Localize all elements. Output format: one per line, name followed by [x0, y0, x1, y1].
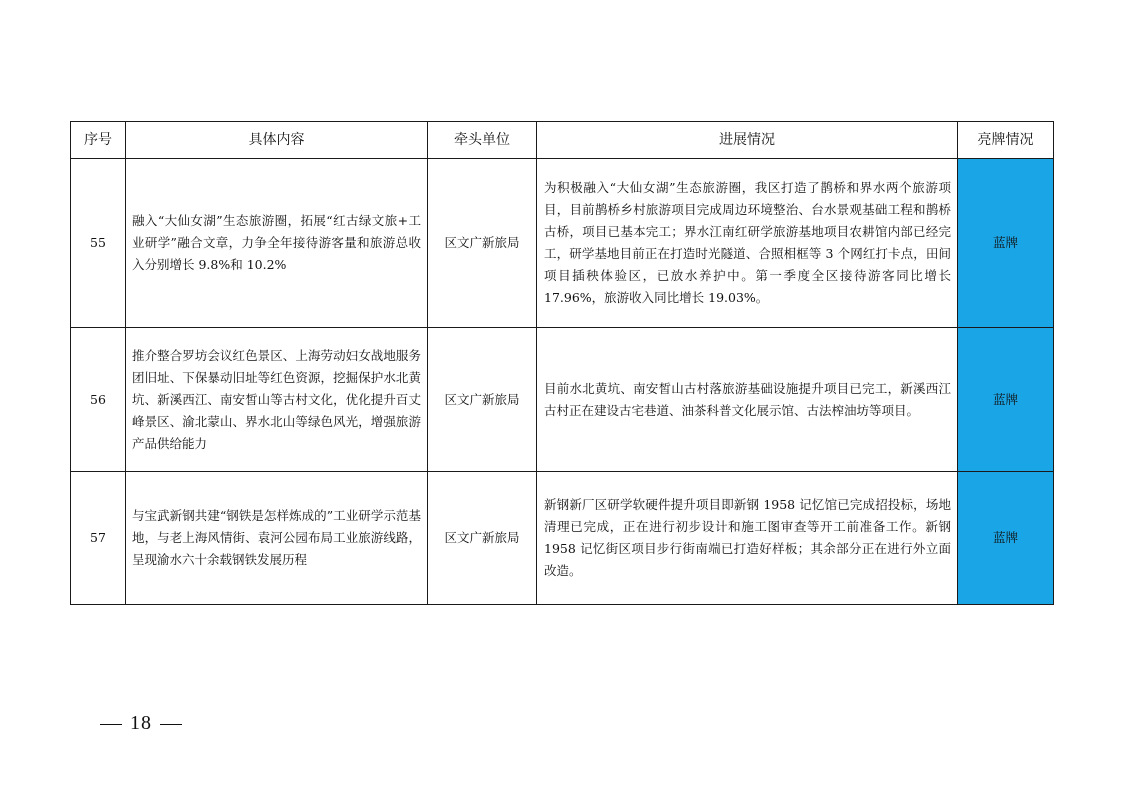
progress-table	[70, 121, 1054, 605]
row-lead-unit: 区文广新旅局	[428, 472, 537, 605]
row-progress: 为积极融入“大仙女湖”生态旅游圈，我区打造了鹊桥和界水两个旅游项目，目前鹊桥乡村旅游项目完成周边环境整治、台水景观基础工程和鹊桥古桥，项目已基本完工；界水江南红研学旅游基地项目农耕馆内部已经完工，研学基地目前正在打造时光隧道、合照相框等 3 个网红打卡点，田间项目插秧体验区，已放水养护中。第一季度全区接待游客同比增长 17.96%，旅游收入同比增长 19.03%。	[537, 159, 958, 328]
row-progress: 新钢新厂区研学软硬件提升项目即新钢 1958 记忆馆已完成招投标，场地清理已完成，正在进行初步设计和施工图审查等开工前准备工作。新钢 1958 记忆街区项目步行街南端已打造好样板；其余部分正在进行外立面改造。	[537, 472, 958, 605]
header-badge: 亮牌情况	[958, 122, 1054, 159]
header-progress: 进展情况	[537, 122, 958, 159]
header-index: 序号	[71, 122, 126, 159]
row-content: 推介整合罗坊会议红色景区、上海劳动妇女战地服务团旧址、下保暴动旧址等红色资源，挖掘保护水北黄坑、新溪西江、南安皙山等古村文化，优化提升百丈峰景区、渝北蒙山、界水北山等绿色风光，增强旅游产品供给能力	[126, 328, 428, 472]
row-badge: 蓝牌	[958, 159, 1054, 328]
row-badge: 蓝牌	[958, 328, 1054, 472]
table-header-row	[71, 122, 1054, 159]
header-lead-unit: 牵头单位	[428, 122, 537, 159]
row-lead-unit: 区文广新旅局	[428, 159, 537, 328]
row-progress: 目前水北黄坑、南安皙山古村落旅游基础设施提升项目已完工，新溪西江古村正在建设古宅巷道、油茶科普文化展示馆、古法榨油坊等项目。	[537, 328, 958, 472]
row-content: 与宝武新钢共建“钢铁是怎样炼成的”工业研学示范基地，与老上海风情街、袁河公园布局工业旅游线路，呈现渝水六十余载钢铁发展历程	[126, 472, 428, 605]
table-row	[71, 159, 1054, 328]
row-lead-unit: 区文广新旅局	[428, 328, 537, 472]
table-row	[71, 472, 1054, 605]
page-number: 18	[130, 712, 152, 734]
header-content: 具体内容	[126, 122, 428, 159]
table-row	[71, 328, 1054, 472]
page-footer	[92, 712, 190, 735]
row-index: 55	[71, 159, 126, 328]
row-content: 融入“大仙女湖”生态旅游圈，拓展“红古绿文旅+工业研学”融合文章，力争全年接待游客量和旅游总收入分别增长 9.8%和 10.2%	[126, 159, 428, 328]
row-index: 57	[71, 472, 126, 605]
row-index: 56	[71, 328, 126, 472]
footer-dash-right	[160, 724, 182, 725]
footer-dash-left	[100, 724, 122, 725]
row-badge: 蓝牌	[958, 472, 1054, 605]
